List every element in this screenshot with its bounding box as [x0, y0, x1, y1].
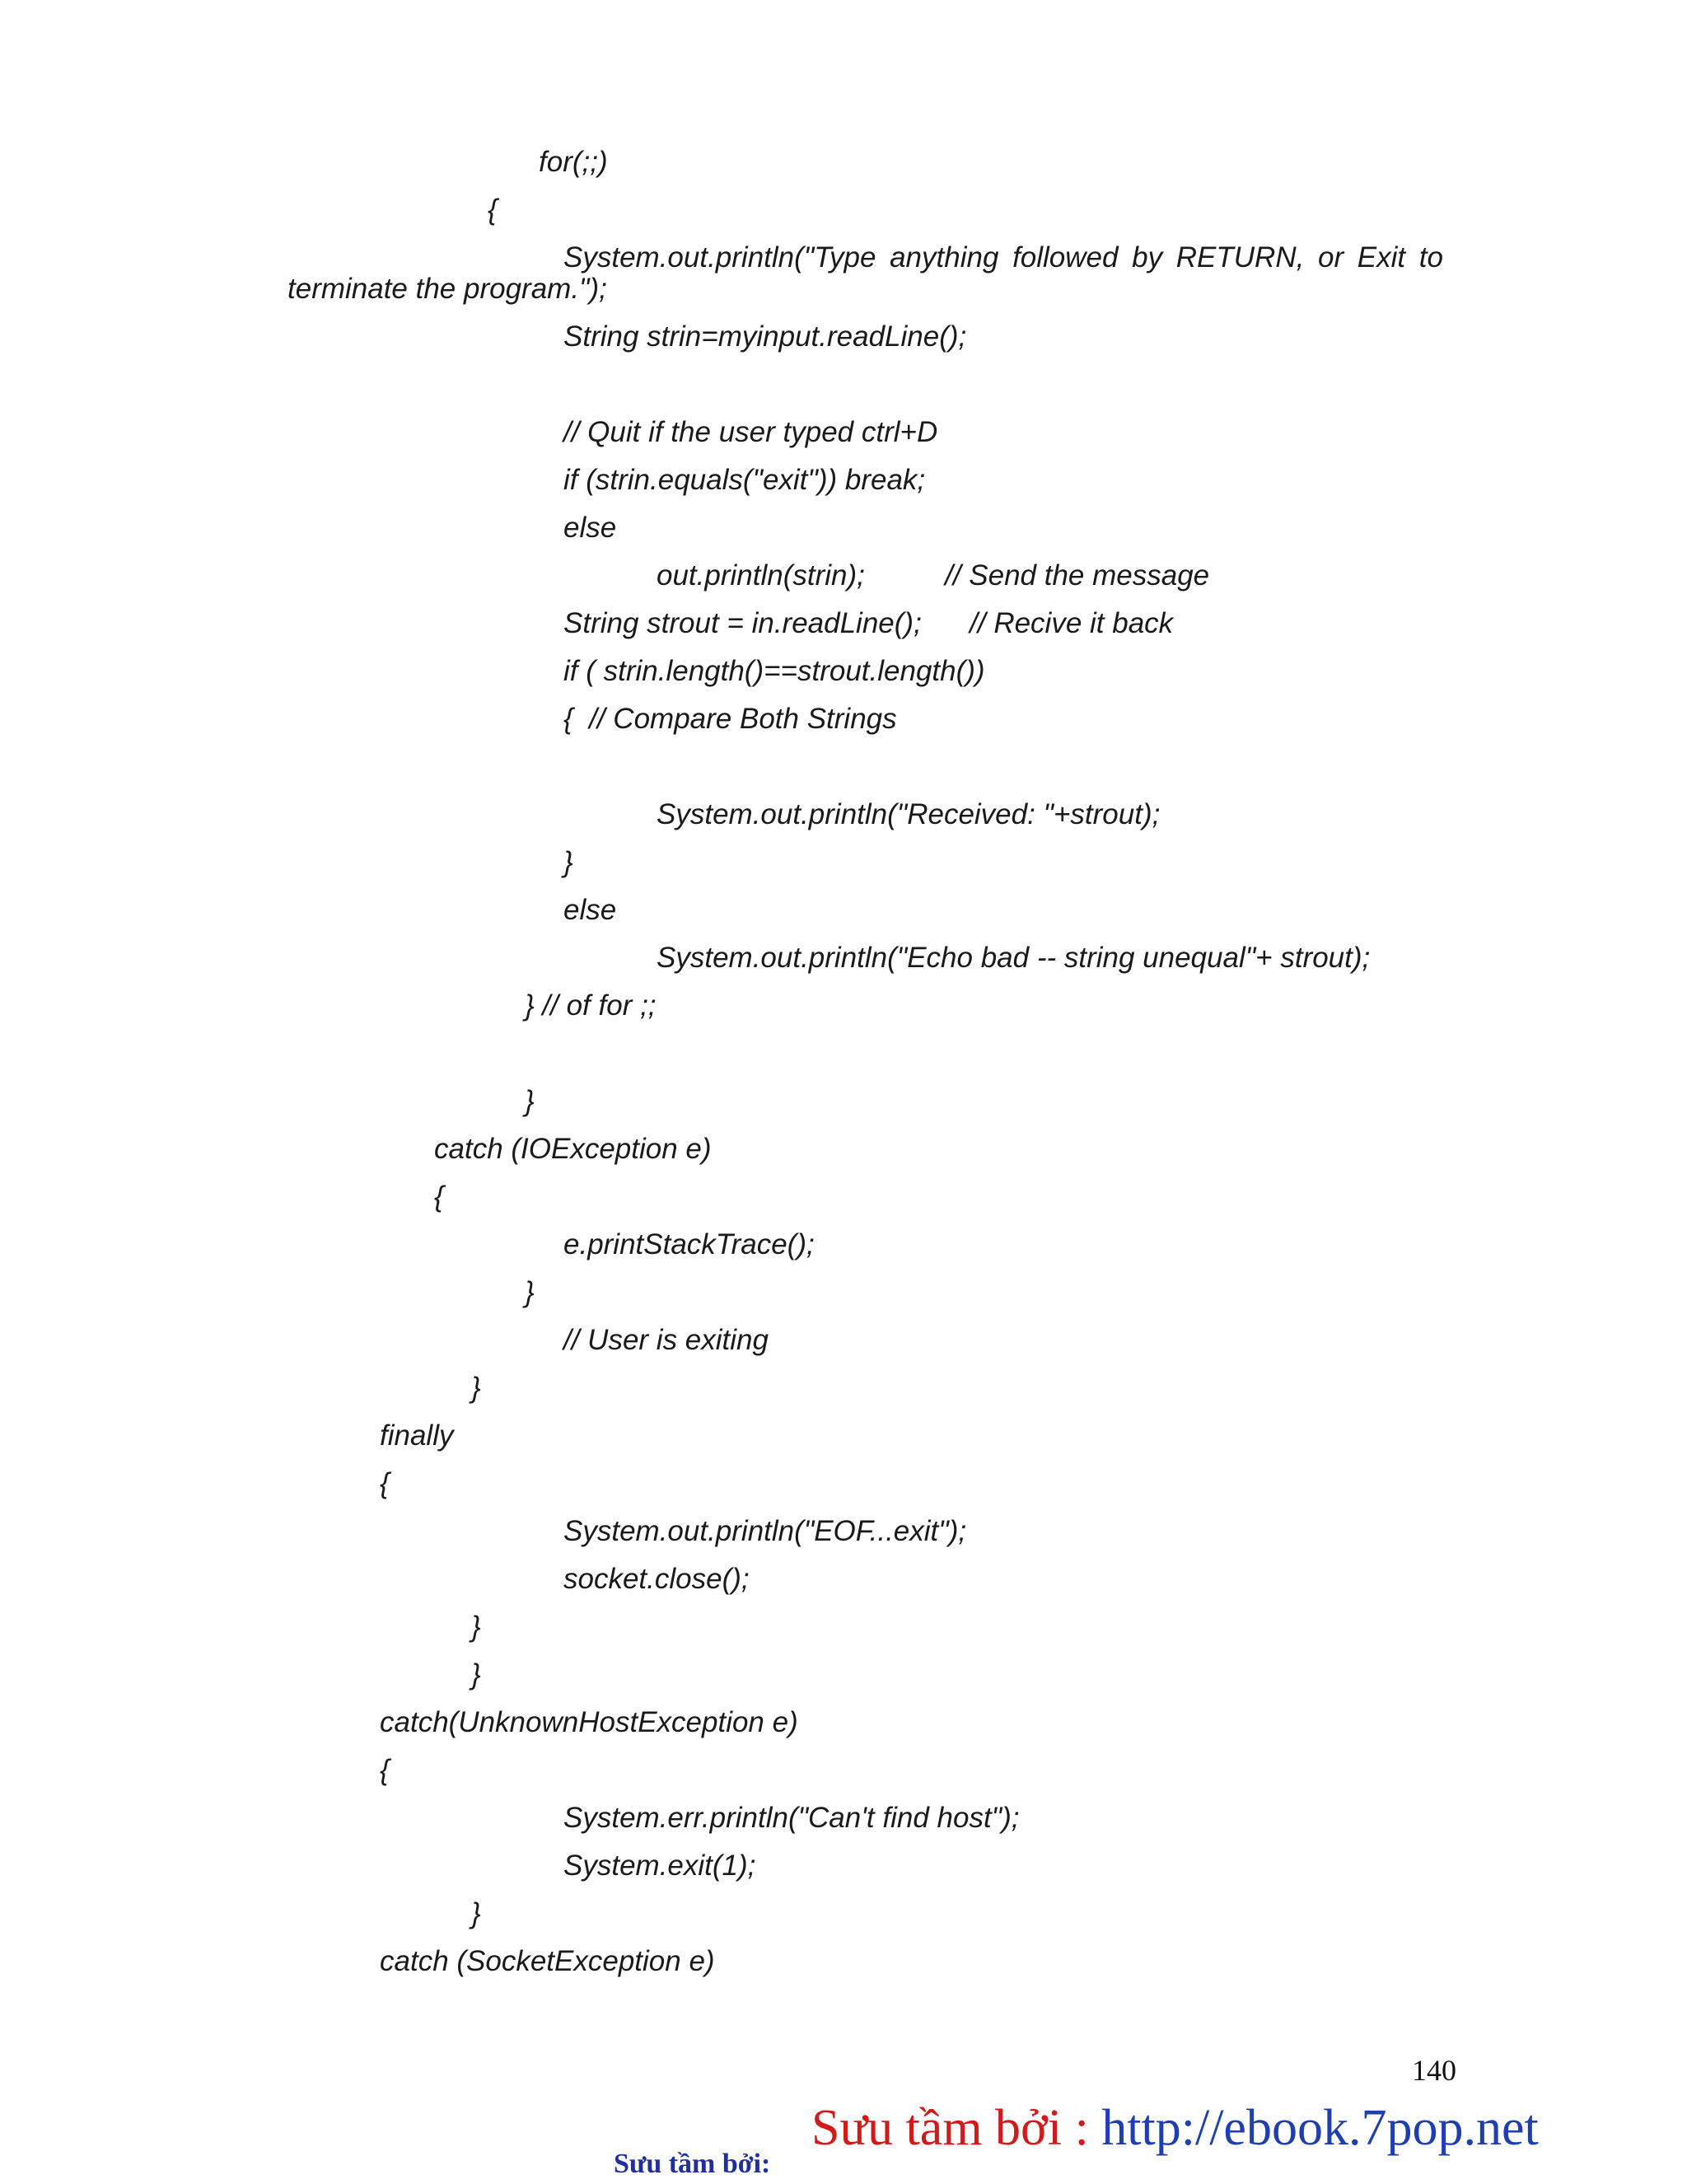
code-line: } // of for ;; — [525, 989, 657, 1022]
code-line: System.err.println("Can't find host"); — [563, 1802, 1020, 1834]
code-line: if ( strin.length()==strout.length()) — [563, 655, 985, 687]
code-line: System.exit(1); — [563, 1850, 756, 1882]
code-line: { — [380, 1467, 390, 1499]
watermark — [811, 2099, 1539, 2158]
code-line: finally — [380, 1419, 454, 1452]
code-line: else — [563, 512, 617, 544]
code-line: if (strin.equals("exit")) break; — [563, 464, 926, 496]
code-line: String strout = in.readLine(); // Recive it back — [563, 607, 1174, 639]
code-line: for(;;) — [539, 146, 608, 178]
watermark-label: Sưu tầm bởi : — [811, 2100, 1102, 2156]
code-line: { — [488, 194, 498, 226]
code-line: } — [471, 1372, 481, 1404]
code-line: e.printStackTrace(); — [563, 1228, 815, 1260]
footer-credit: Sưu tầm bởi: — [614, 2149, 771, 2179]
code-line: { — [434, 1181, 444, 1213]
watermark-link[interactable]: http://ebook.7pop.net — [1101, 2100, 1539, 2156]
code-line: // Quit if the user typed ctrl+D — [563, 416, 938, 448]
code-line: catch(UnknownHostException e) — [380, 1706, 798, 1738]
code-line: } — [525, 1085, 535, 1117]
code-line: String strin=myinput.readLine(); — [563, 320, 967, 353]
code-line: } — [471, 1897, 481, 1929]
code-line: out.println(strin); // Send the message — [657, 559, 1210, 592]
code-line: { — [380, 1754, 390, 1786]
code-line: } — [525, 1276, 535, 1308]
code-line: System.out.println("Received: "+strout); — [657, 798, 1161, 830]
code-line: System.out.println("Type anything followed by RETURN, or Exit to — [563, 241, 1443, 274]
code-line: System.out.println("EOF...exit"); — [563, 1515, 967, 1547]
code-line: System.out.println("Echo bad -- string unequal"+ strout); — [657, 942, 1371, 974]
code-line: terminate the program."); — [287, 273, 607, 305]
page-number: 140 — [1412, 2054, 1456, 2087]
code-line: } — [471, 1611, 481, 1643]
code-line: socket.close(); — [563, 1563, 750, 1595]
code-line: } — [471, 1658, 481, 1691]
code-line: { // Compare Both Strings — [563, 703, 897, 735]
code-line: catch (SocketException e) — [380, 1945, 715, 1977]
code-line: else — [563, 894, 617, 926]
code-line: // User is exiting — [563, 1324, 769, 1356]
code-line: } — [563, 846, 573, 878]
code-line: catch (IOException e) — [434, 1133, 712, 1165]
